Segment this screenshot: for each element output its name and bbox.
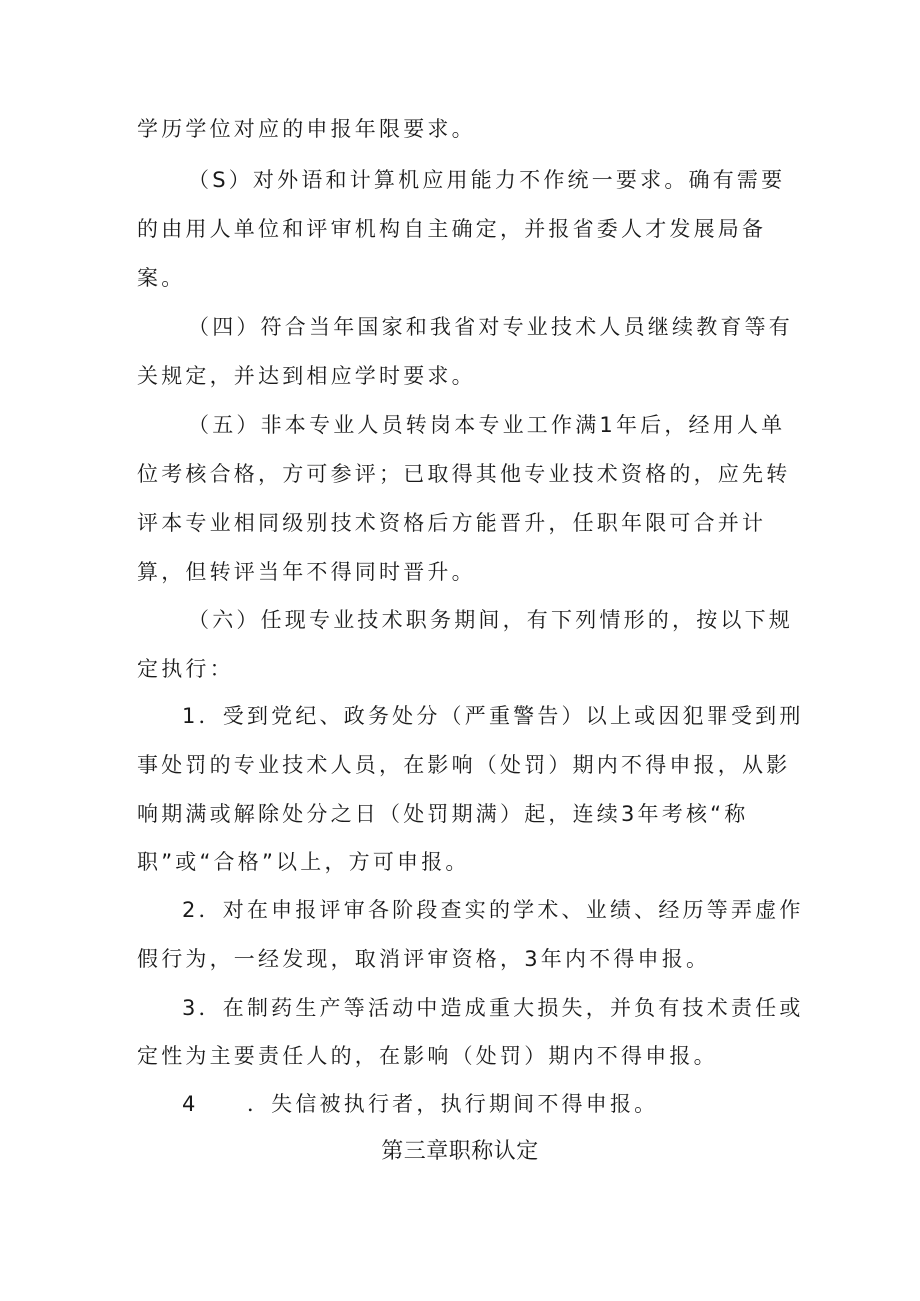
text-line-6: 关规定，并达到相应学时要求。	[137, 364, 476, 388]
text-line-2: （S）对外语和计算机应用能力不作统一要求。确有需要	[188, 168, 786, 192]
text-line-8: 位考核合格，方可参评；已取得其他专业技术资格的，应先转	[137, 462, 791, 486]
text-line-17: 2．对在申报评审各阶段查实的学术、业绩、经历等弄虚作	[182, 898, 804, 922]
text-line-9: 评本专业相同级别技术资格后方能晋升，任职年限可合并计	[137, 511, 767, 535]
text-line-12: 定执行：	[137, 657, 234, 681]
text-line-16: 职”或“合格”以上，方可申报。	[137, 850, 470, 874]
text-line-5: （四）符合当年国家和我省对专业技术人员继续教育等有	[188, 315, 793, 339]
chapter-heading: 第三章职称认定	[381, 1139, 539, 1164]
text-line-13: 1．受到党纪、政务处分（严重警告）以上或因犯罪受到刑	[182, 704, 804, 728]
text-line-10: 算，但转评当年不得同时晋升。	[137, 560, 476, 584]
text-line-19: 3．在制药生产等活动中造成重大损失，并负有技术责任或	[182, 996, 804, 1020]
text-line-18: 假行为，一经发现，取消评审资格，3年内不得申报。	[137, 947, 711, 971]
text-line-21: 4 ．失信被执行者，执行期间不得申报。	[182, 1092, 659, 1116]
text-line-20: 定性为主要责任人的，在影响（处罚）期内不得申报。	[137, 1044, 718, 1068]
text-line-4: 案。	[137, 266, 186, 290]
text-line-3: 的由用人单位和评审机构自主确定，并报省委人才发展局备	[137, 217, 767, 241]
text-line-11: （六）任现专业技术职务期间，有下列情形的，按以下规	[188, 608, 793, 632]
text-line-7: （五）非本专业人员转岗本专业工作满1年后，经用人单	[188, 413, 786, 437]
text-line-14: 事处罚的专业技术人员，在影响（处罚）期内不得申报，从影	[137, 753, 791, 777]
text-line-1: 学历学位对应的申报年限要求。	[137, 117, 476, 141]
text-line-15: 响期满或解除处分之日（处罚期满）起，连续3年考核“称	[137, 802, 749, 826]
